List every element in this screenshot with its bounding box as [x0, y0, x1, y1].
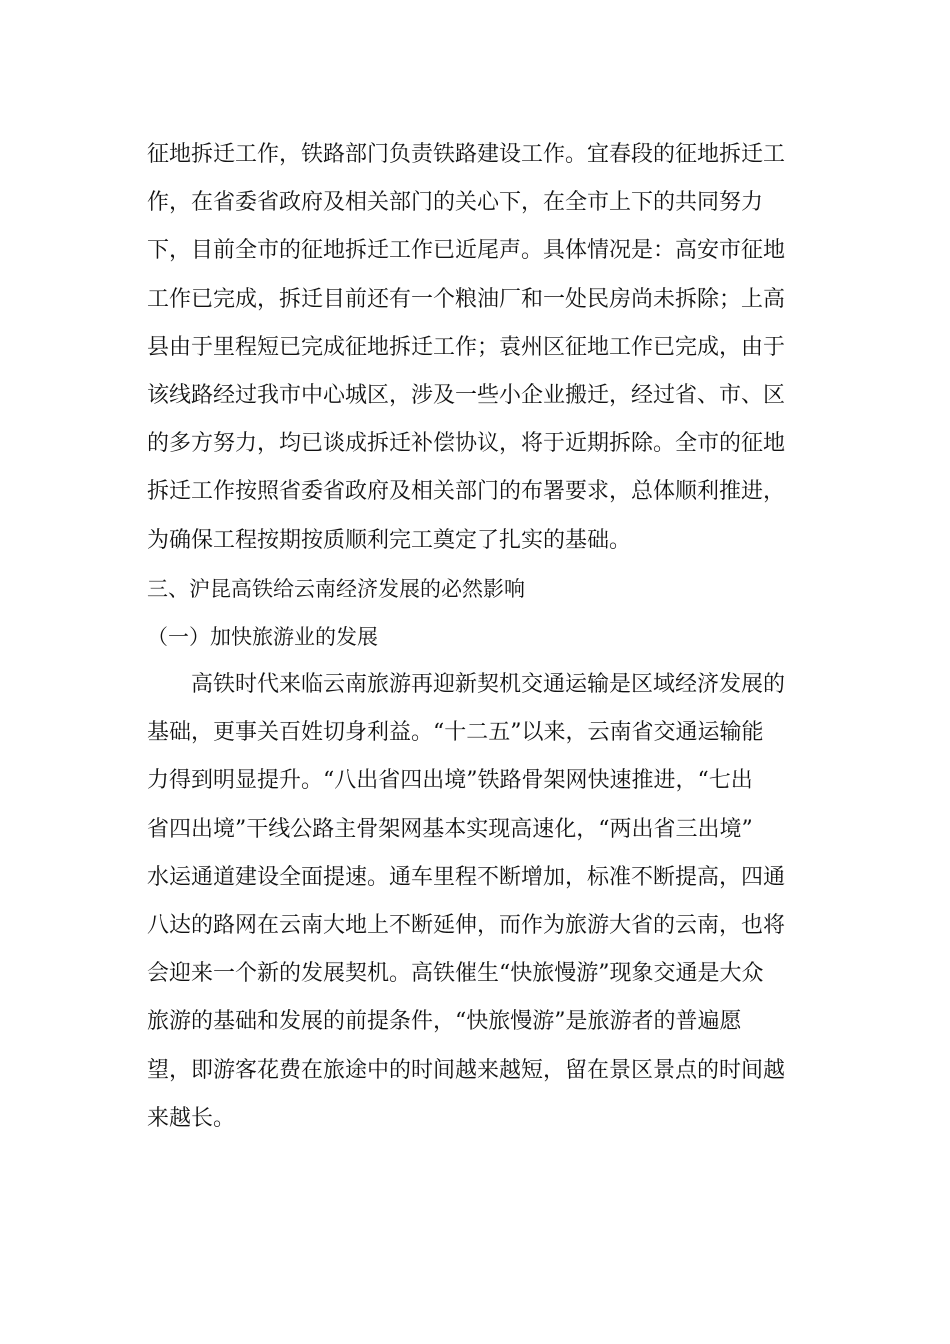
document-body: [147, 131, 807, 1143]
paragraph-line: 望，即游客花费在旅途中的时间越来越短，留在景区景点的时间越: [147, 1057, 786, 1083]
paragraph-line: 的多方努力，均已谈成拆迁补偿协议，将于近期拆除。全市的征地: [147, 431, 786, 457]
paragraph-line: 工作已完成，拆迁目前还有一个粮油厂和一处民房尚未拆除；上高: [147, 286, 786, 312]
paragraph-line: 作，在省委省政府及相关部门的关心下，在全市上下的共同努力: [147, 190, 764, 216]
paragraph-line: 来越长。: [147, 1105, 236, 1131]
paragraph-line: 基础，更事关百姓切身利益。“十二五”以来，云南省交通运输能: [147, 720, 764, 746]
paragraph-line: 县由于里程短已完成征地拆迁工作；袁州区征地工作已完成，由于: [147, 334, 786, 360]
paragraph-line: 旅游的基础和发展的前提条件，“快旅慢游”是旅游者的普遍愿: [147, 1009, 742, 1035]
paragraph-line: 下，目前全市的征地拆迁工作已近尾声。具体情况是：高安市征地: [147, 238, 786, 264]
paragraph-line: 高铁时代来临云南旅游再迎新契机交通运输是区域经济发展的: [191, 672, 786, 698]
paragraph-line: 省四出境”干线公路主骨架网基本实现高速化，“两出省三出境”: [147, 816, 753, 842]
paragraph-line: 会迎来一个新的发展契机。高铁催生“快旅慢游”现象交通是大众: [147, 961, 764, 987]
paragraph-line: 为确保工程按期按质顺利完工奠定了扎实的基础。: [147, 527, 632, 553]
paragraph-line: 水运通道建设全面提速。通车里程不断增加，标准不断提高，四通: [147, 864, 786, 890]
paragraph-line: 拆迁工作按照省委省政府及相关部门的布署要求，总体顺利推进，: [147, 479, 786, 505]
paragraph-line: 八达的路网在云南大地上不断延伸，而作为旅游大省的云南，也将: [147, 913, 786, 938]
paragraph-line: 力得到明显提升。“八出省四出境”铁路骨架网快速推进，“七出: [147, 768, 753, 794]
subsection-heading: （一）加快旅游业的发展: [147, 624, 378, 649]
paragraph-line: 该线路经过我市中心城区，涉及一些小企业搬迁，经过省、市、区: [147, 382, 786, 408]
section-heading: 三、沪昆高铁给云南经济发展的必然影响: [147, 576, 525, 601]
paragraph-line: 征地拆迁工作，铁路部门负责铁路建设工作。宜春段的征地拆迁工: [147, 142, 786, 167]
